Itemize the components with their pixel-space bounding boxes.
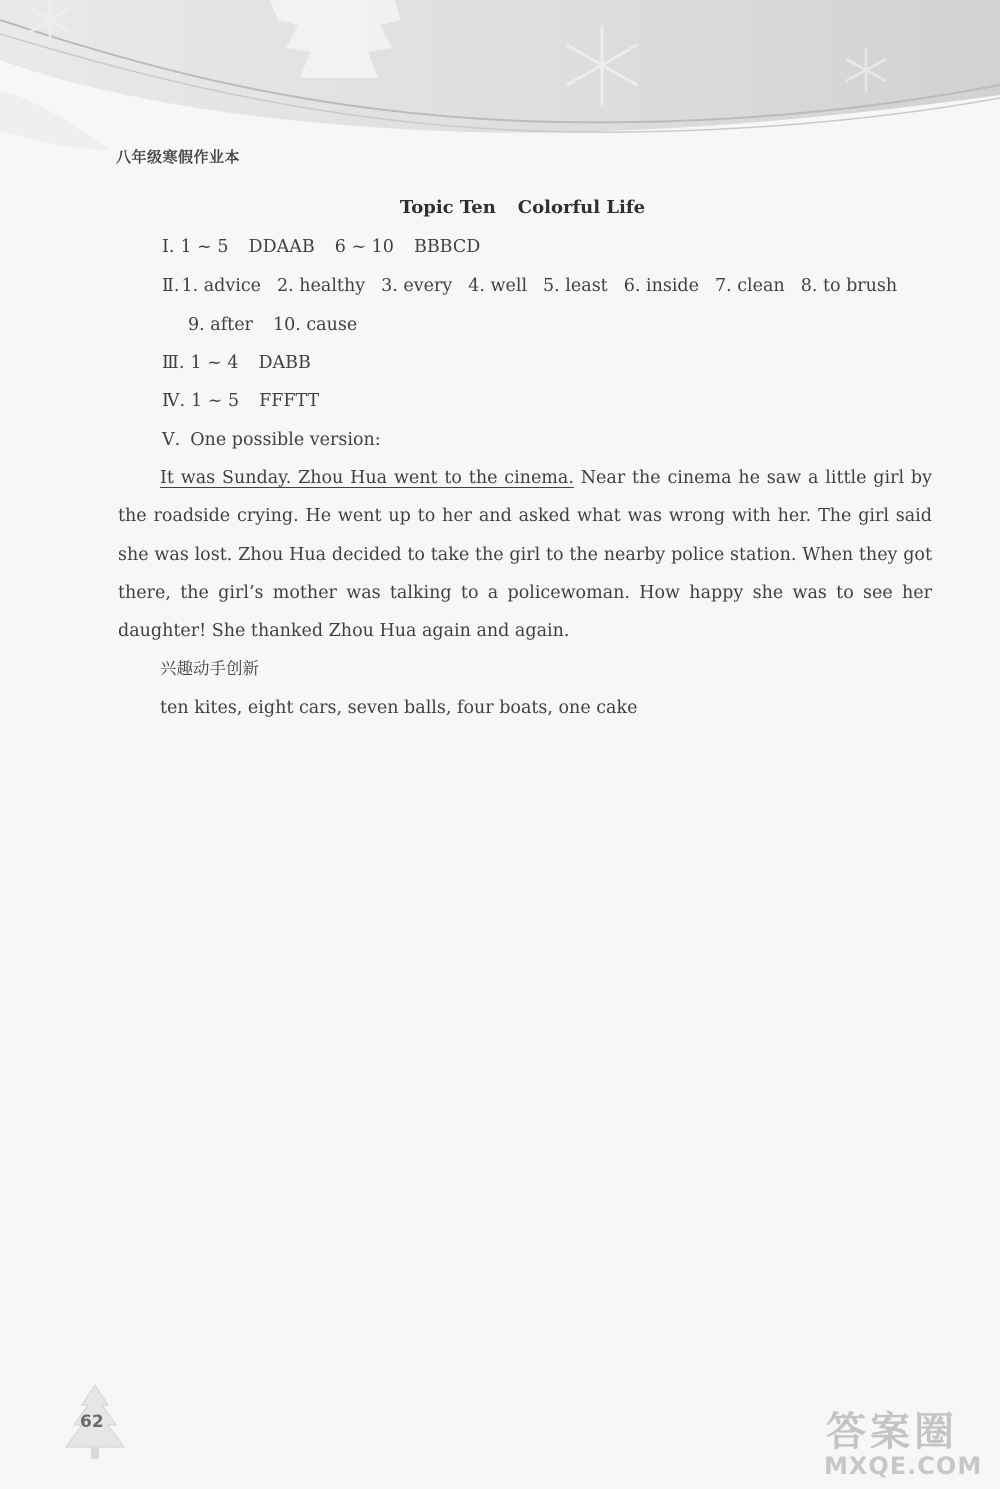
answer-item: 3. every	[381, 276, 453, 296]
section-3	[162, 352, 311, 374]
answer-item: 1. advice	[181, 276, 262, 296]
watermark-url: MXQE.COM	[824, 1452, 983, 1480]
answer-item: 8. to brush	[800, 276, 898, 296]
answer-range: 1 ~ 5	[180, 237, 229, 257]
book-title: 八年级寒假作业本	[116, 148, 241, 166]
section-4	[162, 390, 319, 412]
section-2-line-1	[162, 275, 897, 297]
answer-text: DABB	[258, 353, 311, 373]
section-label: Ⅰ.	[162, 237, 175, 257]
site-watermark	[818, 1398, 990, 1483]
section-label: Ⅲ.	[162, 353, 185, 373]
extra-answer: ten kites, eight cars, seven balls, four boats, one cake	[160, 698, 638, 718]
section-5	[162, 429, 381, 451]
answer-item: 2. healthy	[277, 276, 366, 296]
section-label: Ⅱ.	[162, 276, 180, 296]
topic-title	[0, 197, 1000, 219]
section-2-line-2	[188, 314, 357, 336]
essay-underlined-sentence: It was Sunday. Zhou Hua went to the cinema.	[160, 468, 574, 488]
answer-item: 9. after	[188, 315, 253, 335]
essay-body: Near the cinema he saw a little girl by the roadside crying. He went up to her and asked what was wrong with her. The girl said she was lost. Zhou Hua decided to take the girl to the nearby police station. When they got there, the girl’s mother was talking to a policewoman. How happy she was to see her daughter! She thanked Zhou Hua again and again.	[118, 468, 932, 642]
answer-item: 5. least	[543, 276, 608, 296]
section-5-intro: One possible version:	[190, 430, 381, 450]
answer-text: DDAAB	[248, 237, 315, 257]
answer-range: 6 ~ 10	[334, 237, 394, 257]
answer-range: 1 ~ 5	[191, 391, 240, 411]
page-number: 62	[80, 1412, 104, 1432]
section-label: Ⅴ.	[162, 430, 181, 450]
answer-text: FFFTT	[259, 391, 320, 411]
watermark-logo-text: 答案圈	[826, 1409, 958, 1455]
topic-number: Topic Ten	[399, 197, 496, 218]
answer-range: 1 ~ 4	[190, 353, 239, 373]
topic-name: Colorful Life	[517, 197, 646, 218]
essay-paragraph	[118, 459, 932, 650]
answer-item: 4. well	[468, 276, 528, 296]
answer-item: 10. cause	[272, 315, 358, 335]
answer-item: 6. inside	[623, 276, 699, 296]
section-label: Ⅳ.	[162, 391, 186, 411]
section-1	[162, 236, 480, 258]
answer-item: 7. clean	[714, 276, 785, 296]
extra-heading: 兴趣动手创新	[160, 659, 259, 678]
answer-text: BBBCD	[413, 237, 481, 257]
